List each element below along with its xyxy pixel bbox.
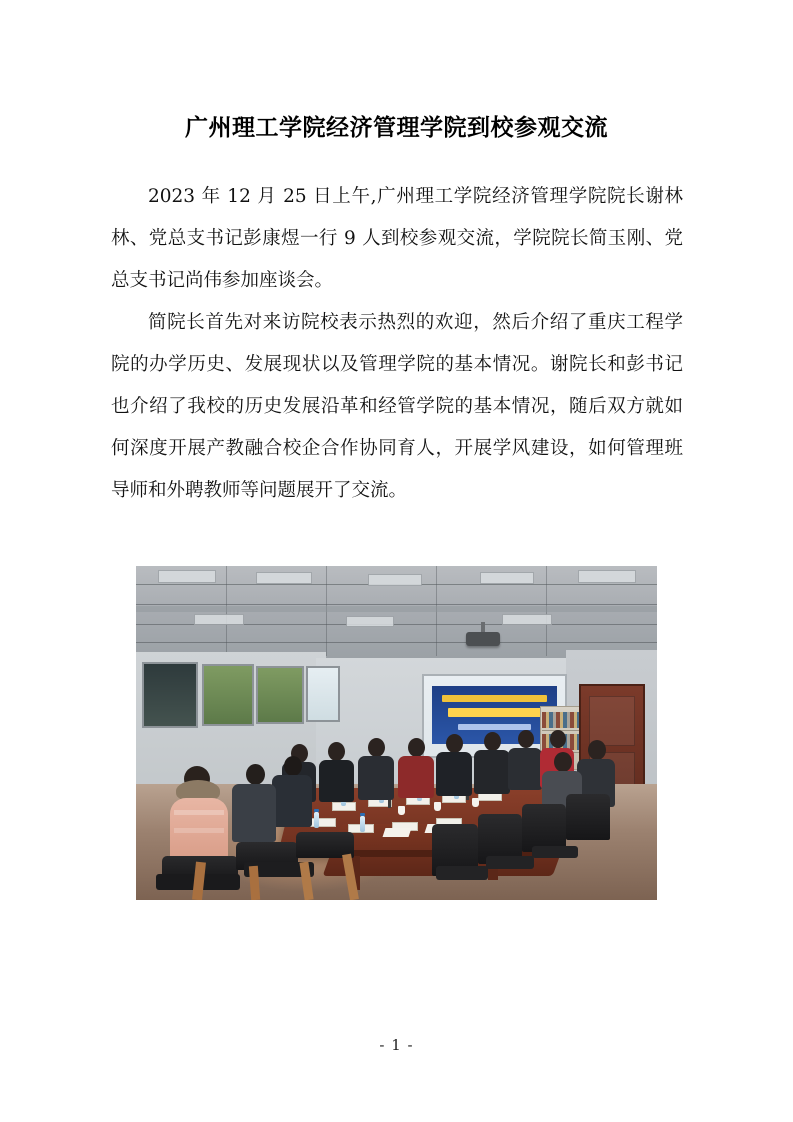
paragraph-2: 简院长首先对来访院校表示热烈的欢迎，然后介绍了重庆工程学院的办学历史、发展现状以及管理学院的基本情况。谢院长和彭书记也介绍了我校的历史发展沿革和经管学院的基本情况，随后双方就如何深度开展产教融合校企合作协同育人，开展学风建设，如何管理班导师和外聘教师等问题展开了交流。 [111, 312, 683, 501]
window [306, 666, 340, 722]
photo-canvas [136, 566, 657, 900]
jacket-seam [174, 828, 224, 833]
paper-cup [434, 802, 441, 811]
chair-seat [486, 856, 534, 869]
meeting-photo [136, 566, 657, 900]
ceiling-light [480, 572, 534, 584]
projector-arm [481, 622, 485, 632]
ceiling-line [136, 642, 657, 643]
window [256, 666, 304, 724]
window [202, 664, 254, 726]
ceiling-beam [136, 606, 657, 612]
water-bottle [360, 816, 365, 832]
bottle-cap [360, 813, 365, 816]
paper-cup [398, 806, 405, 815]
page-title: 广州理工学院经济管理学院到校参观交流 [185, 114, 608, 142]
window [142, 662, 198, 728]
water-bottle [314, 812, 319, 828]
ceiling-light [502, 614, 552, 625]
document-paper [383, 828, 412, 837]
chair [522, 804, 566, 852]
bottle-cap [314, 809, 319, 812]
chair [566, 794, 610, 840]
ceiling-light [256, 572, 312, 584]
screen-banner-line [442, 695, 547, 702]
document-body [111, 176, 683, 512]
paragraph-1: 2023 年 12 月 25 日上午,广州理工学院经济管理学院院长谢林林、党总支书记彭康煜一行 9 人到校参观交流，学院院长简玉刚、党总支书记尚伟参加座谈会。 [111, 186, 683, 291]
shelf-line [542, 730, 584, 731]
ceiling-light [368, 574, 422, 586]
ceiling-light [578, 570, 636, 583]
ceiling-light [346, 616, 394, 627]
chair-seat [532, 846, 578, 858]
screen-subtitle-line [458, 724, 531, 730]
books [542, 712, 584, 728]
jacket-seam [174, 810, 224, 815]
ceiling-line [136, 604, 657, 605]
door-panel [589, 696, 635, 746]
ceiling-light [194, 614, 244, 625]
paper-cup [472, 798, 479, 807]
screen-title-line [448, 708, 541, 717]
chair-seat [436, 866, 488, 880]
projector [466, 632, 500, 646]
page-number: - 1 - [379, 1036, 414, 1054]
ceiling-light [158, 570, 216, 583]
